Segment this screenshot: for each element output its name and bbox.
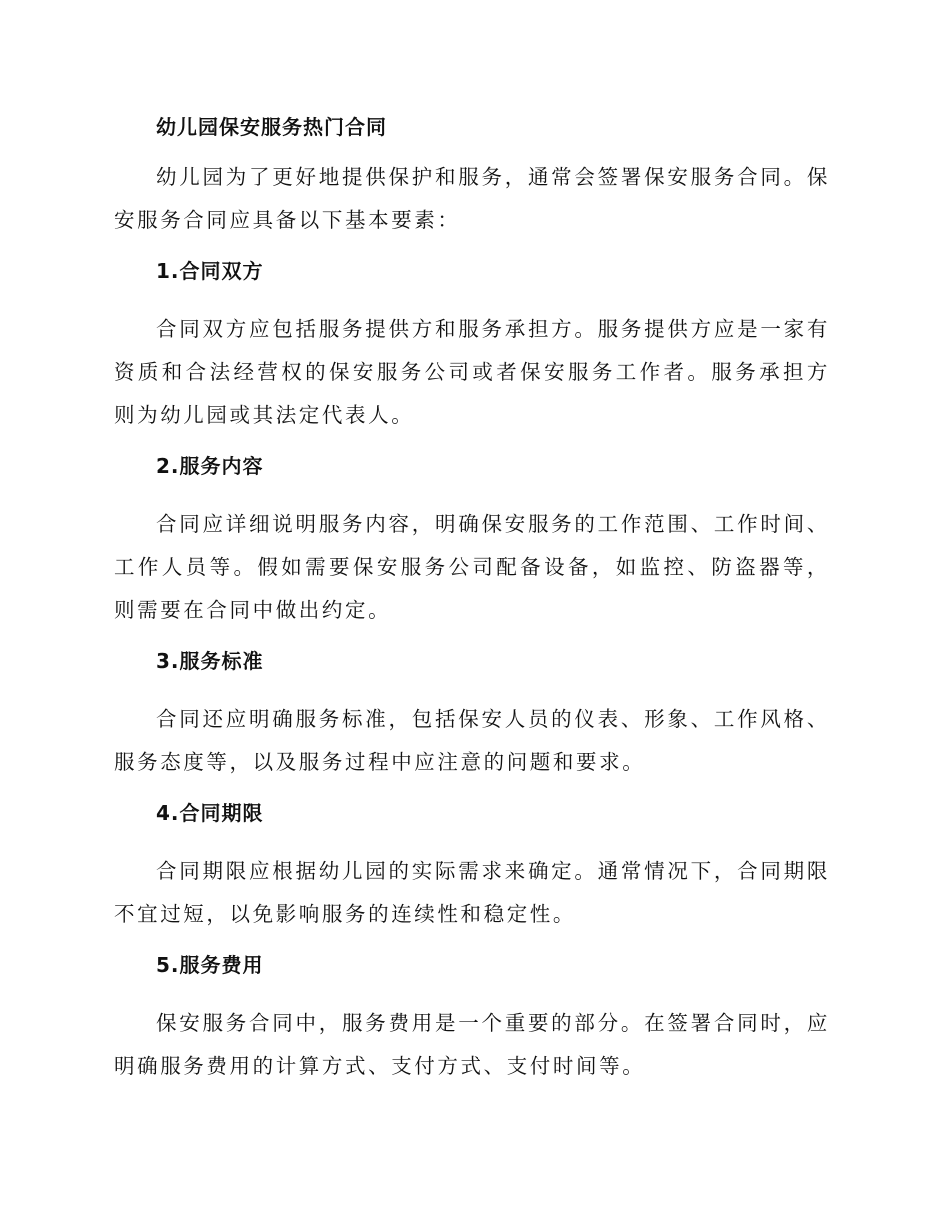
section-heading-content: 2.服务内容 <box>156 454 264 478</box>
section-heading-parties: 1.合同双方 <box>156 259 264 283</box>
section-body-standards: 合同还应明确服务标准，包括保安人员的仪表、形象、工作风格、服务态度等，以及服务过程中应注意的问题和要求。 <box>114 707 830 774</box>
section-body-fees: 保安服务合同中，服务费用是一个重要的部分。在签署合同时，应明确服务费用的计算方式、支付方式、支付时间等。 <box>114 1011 830 1078</box>
document-title: 幼儿园保安服务热门合同 <box>156 115 387 139</box>
section-body-content: 合同应详细说明服务内容，明确保安服务的工作范围、工作时间、工作人员等。假如需要保安服务公司配备设备，如监控、防盗器等，则需要在合同中做出约定。 <box>114 512 830 622</box>
section-body-term: 合同期限应根据幼儿园的实际需求来确定。通常情况下，合同期限不宜过短，以免影响服务的连续性和稳定性。 <box>114 859 830 926</box>
section-heading-fees: 5.服务费用 <box>156 953 264 977</box>
section-heading-standards: 3.服务标准 <box>156 649 264 673</box>
section-heading-term: 4.合同期限 <box>156 801 264 825</box>
section-body-parties: 合同双方应包括服务提供方和服务承担方。服务提供方应是一家有资质和合法经营权的保安服务公司或者保安服务工作者。服务承担方则为幼儿园或其法定代表人。 <box>114 317 830 427</box>
intro-paragraph: 幼儿园为了更好地提供保护和服务，通常会签署保安服务合同。保安服务合同应具备以下基本要素： <box>114 165 830 232</box>
